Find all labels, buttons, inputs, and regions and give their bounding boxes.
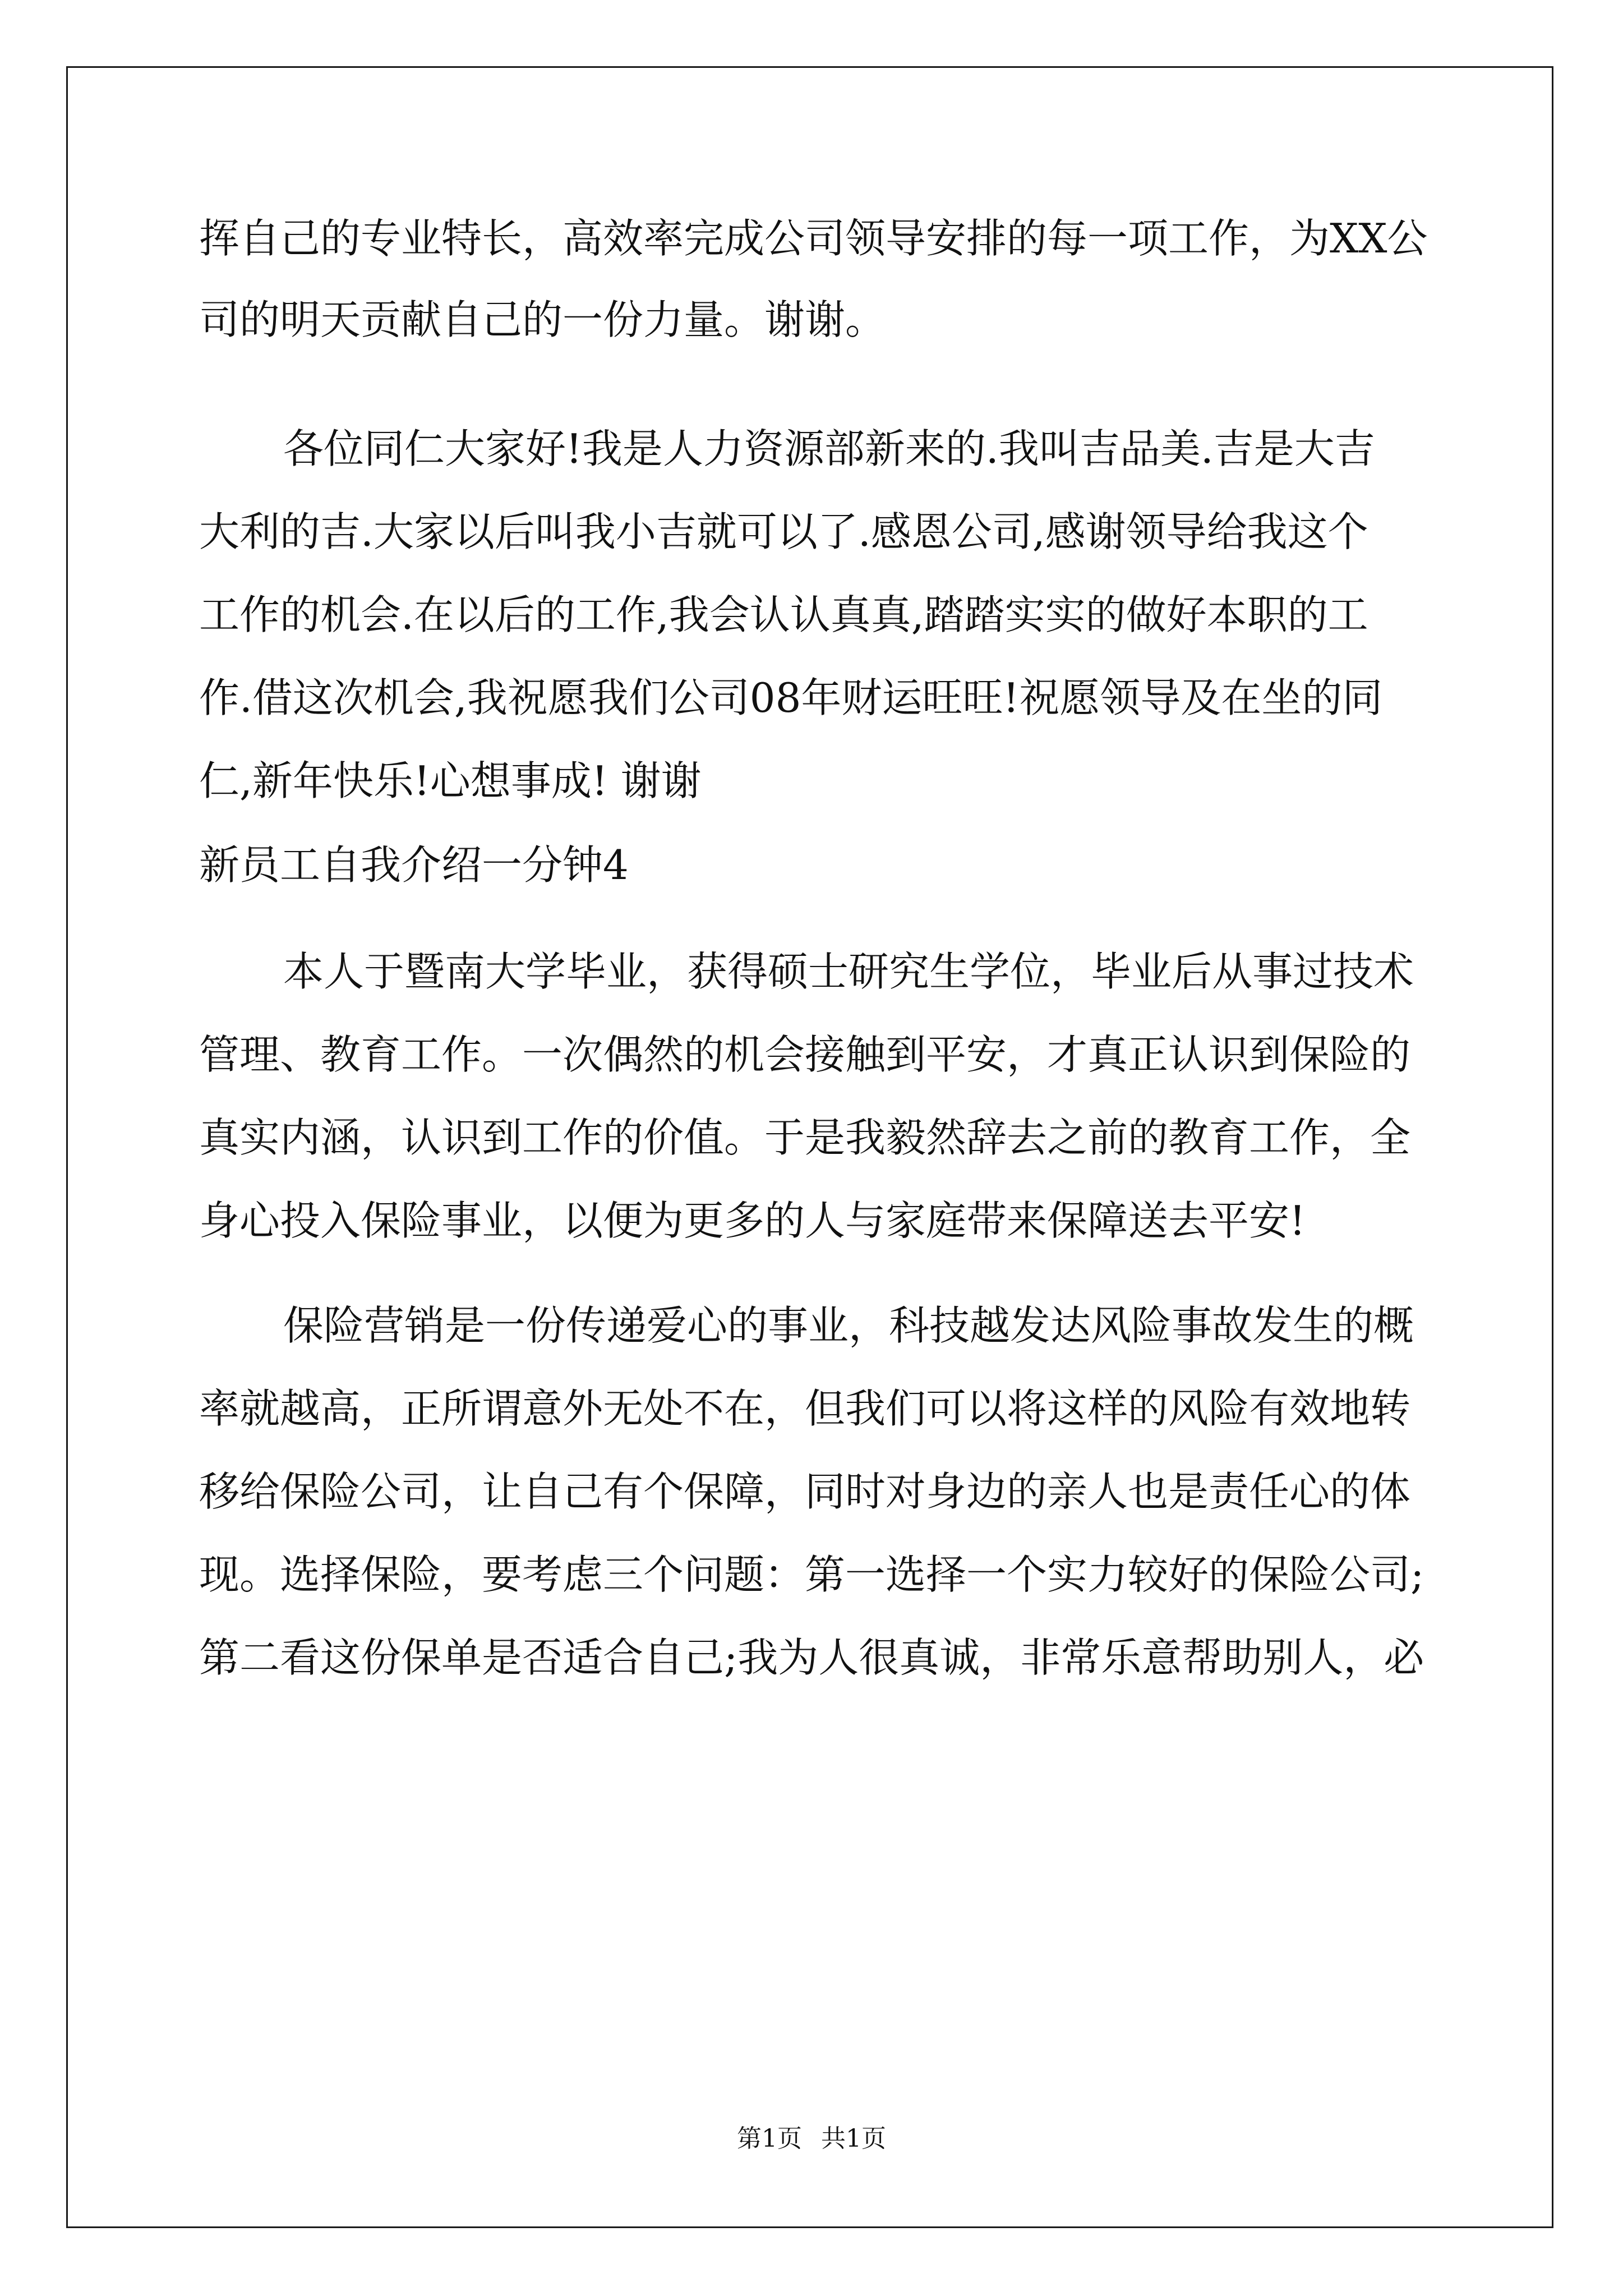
paragraph-start-line: 保险营销是一份传递爱心的事业，科技越发达风险事故发生的概 xyxy=(283,1302,1414,1349)
text-line: 移给保险公司，让自己有个保障，同时对身边的亲人也是责任心的体 xyxy=(199,1468,1411,1515)
paragraph-start-line: 各位同仁大家好!我是人力资源部新来的.我叫吉品美.吉是大吉 xyxy=(283,425,1375,472)
page-footer xyxy=(0,2123,1623,2155)
text-line: 管理、教育工作。一次偶然的机会接触到平安，才真正认识到保险的 xyxy=(199,1031,1411,1078)
text-line: 身心投入保险事业，以便为更多的人与家庭带来保障送去平安! xyxy=(199,1197,1306,1244)
text-line: 司的明天贡献自己的一份力量。谢谢。 xyxy=(199,296,886,343)
text-line: 率就越高，正所谓意外无处不在，但我们可以将这样的风险有效地转 xyxy=(199,1385,1411,1432)
text-line: 大利的吉.大家以后叫我小吉就可以了.感恩公司,感谢领导给我这个 xyxy=(199,508,1368,555)
page-number: 第1页 xyxy=(737,2124,802,2153)
text-line: 挥自己的专业特长，高效率完成公司领导安排的每一项工作，为XX公 xyxy=(199,215,1428,262)
text-line: 现。选择保险，要考虑三个问题：第一选择一个实力较好的保险公司; xyxy=(199,1551,1424,1598)
text-line: 真实内涵，认识到工作的价值。于是我毅然辞去之前的教育工作，全 xyxy=(199,1114,1411,1161)
section-heading: 新员工自我介绍一分钟4 xyxy=(199,841,629,889)
text-line: 第二看这份保单是否适合自己;我为人很真诚，非常乐意帮助别人，必 xyxy=(199,1634,1424,1681)
text-line: 工作的机会.在以后的工作,我会认认真真,踏踏实实的做好本职的工 xyxy=(199,591,1368,638)
page-total: 共1页 xyxy=(821,2124,886,2153)
text-line: 作.借这次机会,我祝愿我们公司08年财运旺旺!祝愿领导及在坐的同 xyxy=(199,674,1383,721)
text-line: 仁,新年快乐!心想事成! 谢谢 xyxy=(199,757,702,804)
paragraph-start-line: 本人于暨南大学毕业，获得硕士研究生学位，毕业后从事过技术 xyxy=(283,948,1414,995)
